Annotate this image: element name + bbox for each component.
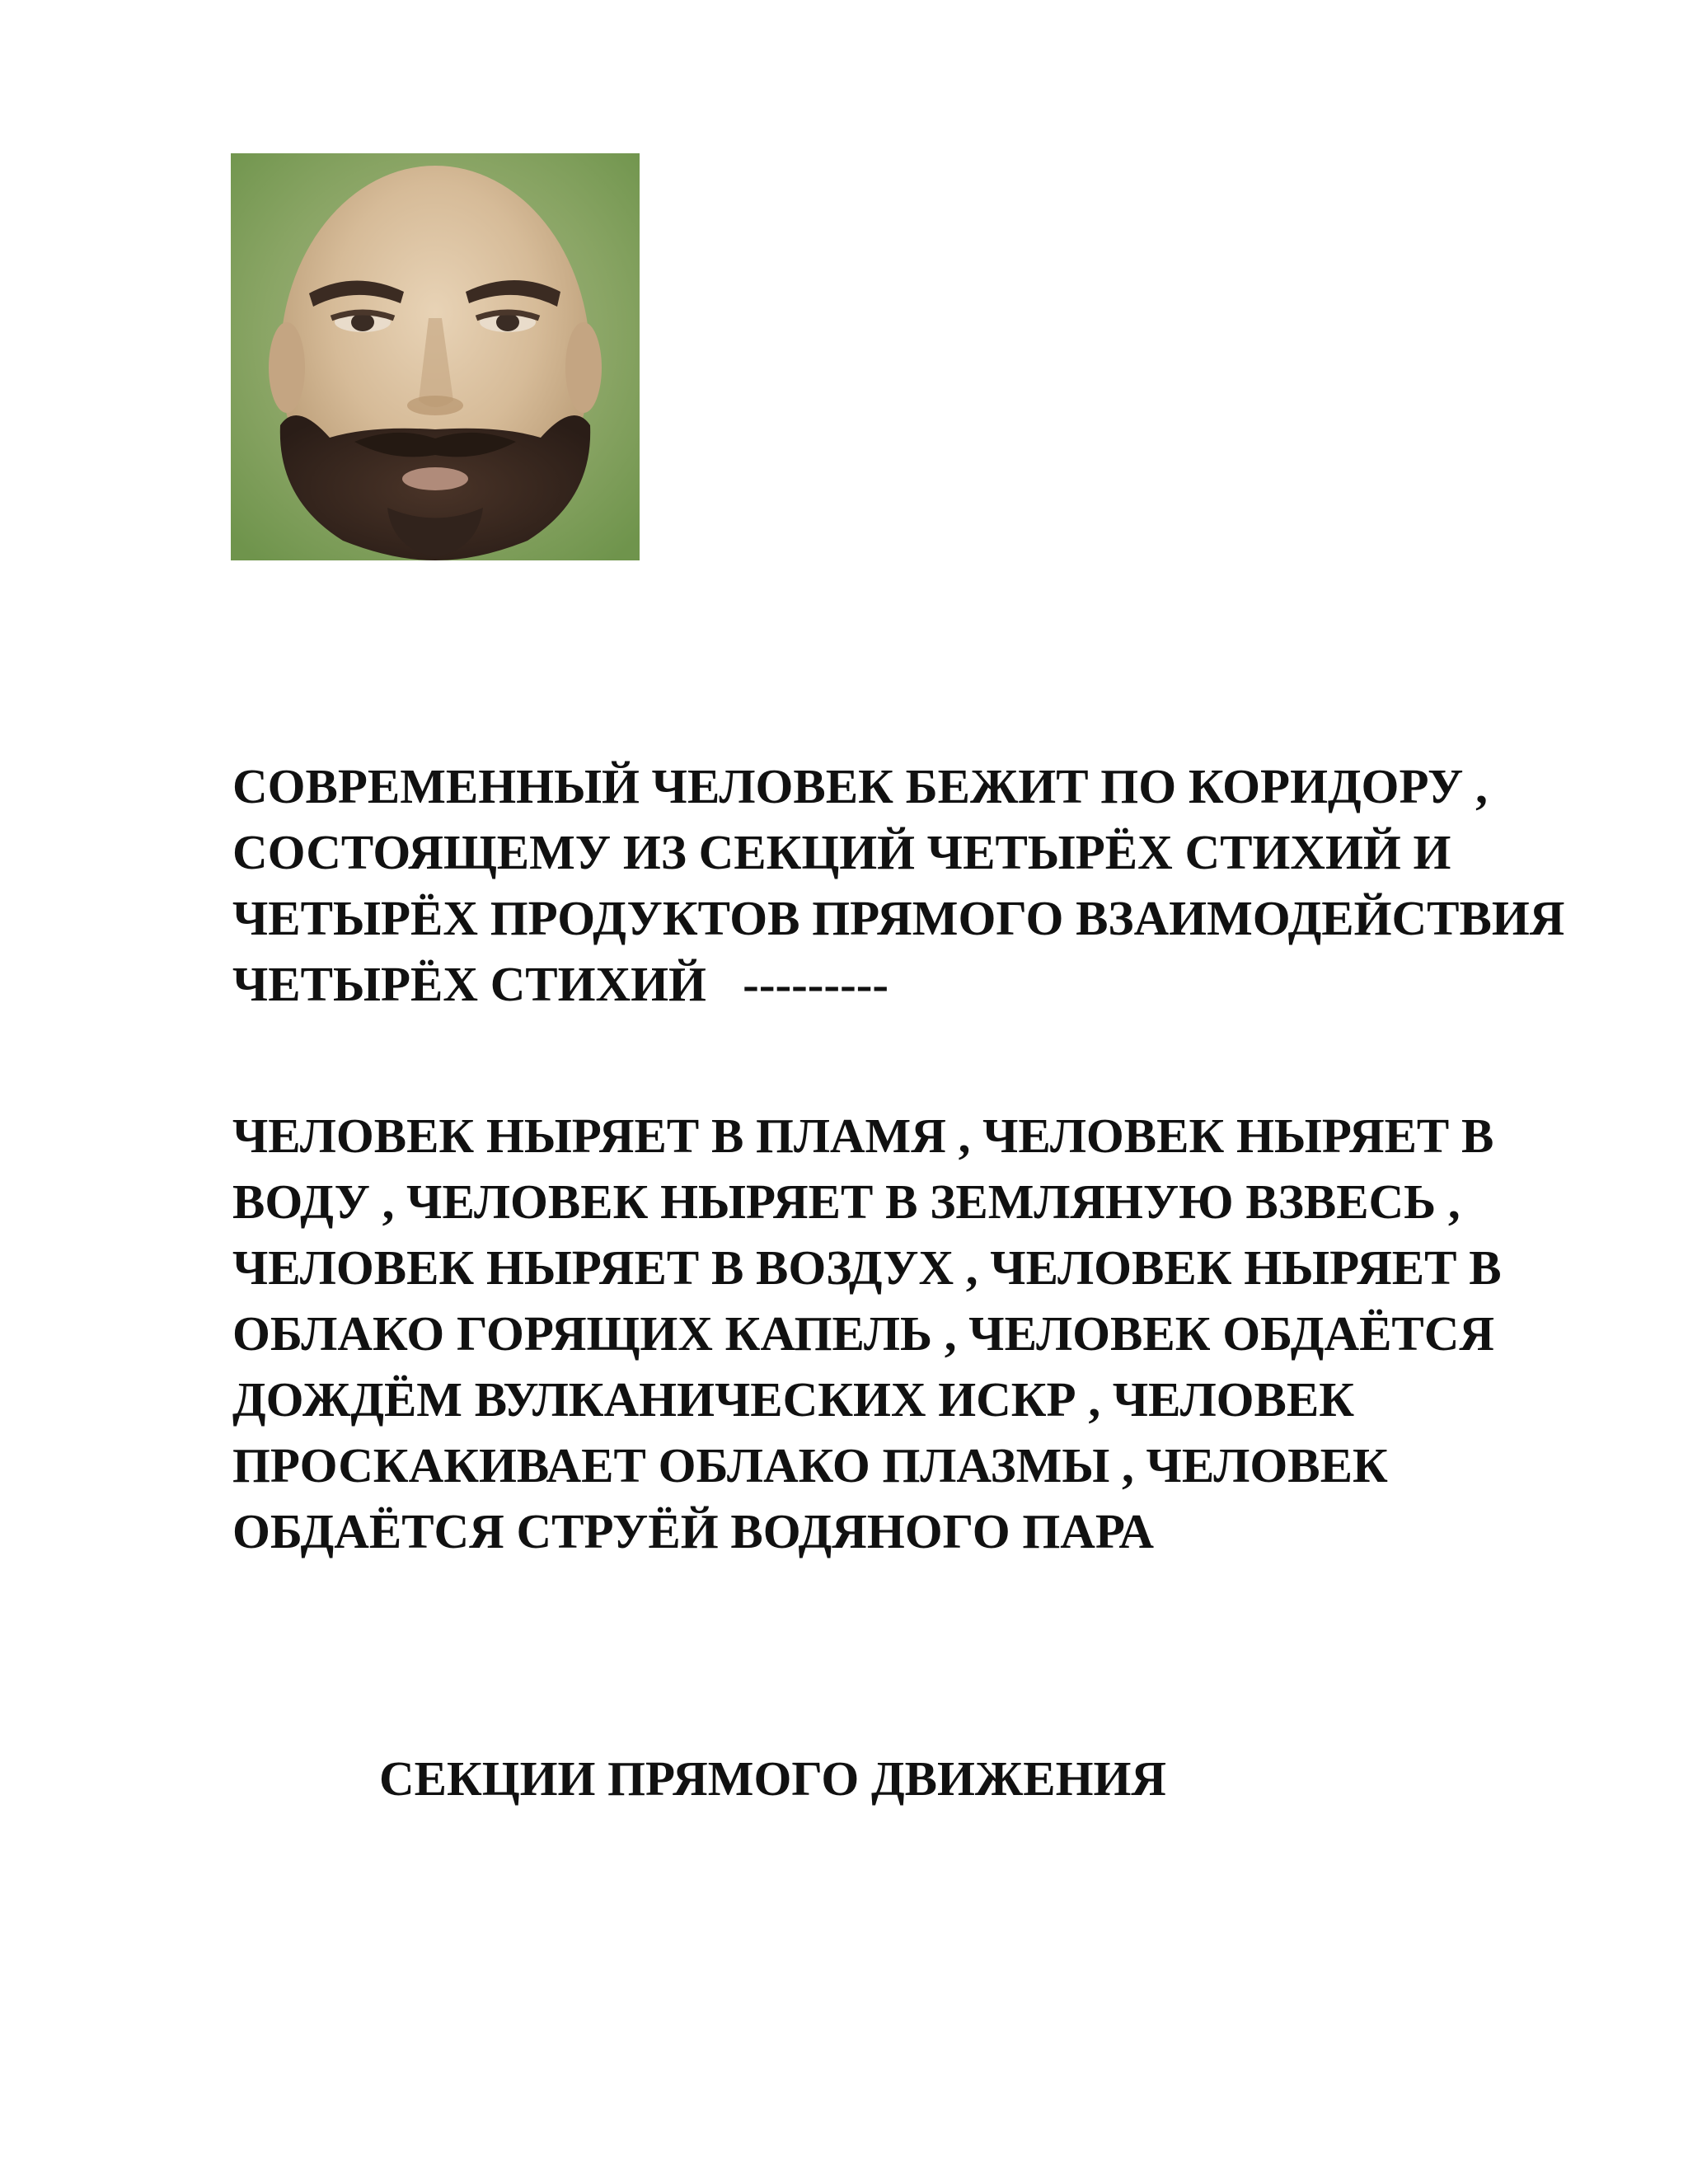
section-heading: СЕКЦИИ ПРЯМОГО ДВИЖЕНИЯ	[379, 1751, 1166, 1806]
paragraph-diving: ЧЕЛОВЕК НЫРЯЕТ В ПЛАМЯ , ЧЕЛОВЕК НЫРЯЕТ В ВОДУ , ЧЕЛОВЕК НЫРЯЕТ В ЗЕМЛЯНУЮ ВЗВЕСЬ , ЧЕЛОВЕК НЫРЯЕТ В ВОЗДУХ , ЧЕЛОВЕК НЫРЯЕТ В ОБЛАКО ГОРЯЩИХ КАПЕЛЬ , ЧЕЛОВЕК ОБДАЁТСЯ ДОЖДЁМ ВУЛКАНИЧЕСКИХ ИСКР , ЧЕЛОВЕК ПРОСКАКИВАЕТ ОБЛАКО ПЛАЗМЫ , ЧЕЛОВЕК ОБДАЁТСЯ СТРУЁЙ ВОДЯНОГО ПАРА	[232, 1108, 1502, 1558]
portrait-image	[231, 153, 640, 560]
paragraph-corridor: СОВРЕМЕННЫЙ ЧЕЛОВЕК БЕЖИТ ПО КОРИДОРУ , СОСТОЯЩЕМУ ИЗ СЕКЦИЙ ЧЕТЫРЁХ СТИХИЙ И ЧЕТЫРЁХ ПРОДУКТОВ ПРЯМОГО ВЗАИМОДЕЙСТВИЯ ЧЕТЫРЁХ СТИХИЙ ---------	[232, 759, 1565, 1011]
bearded-man-portrait-icon	[231, 153, 640, 560]
